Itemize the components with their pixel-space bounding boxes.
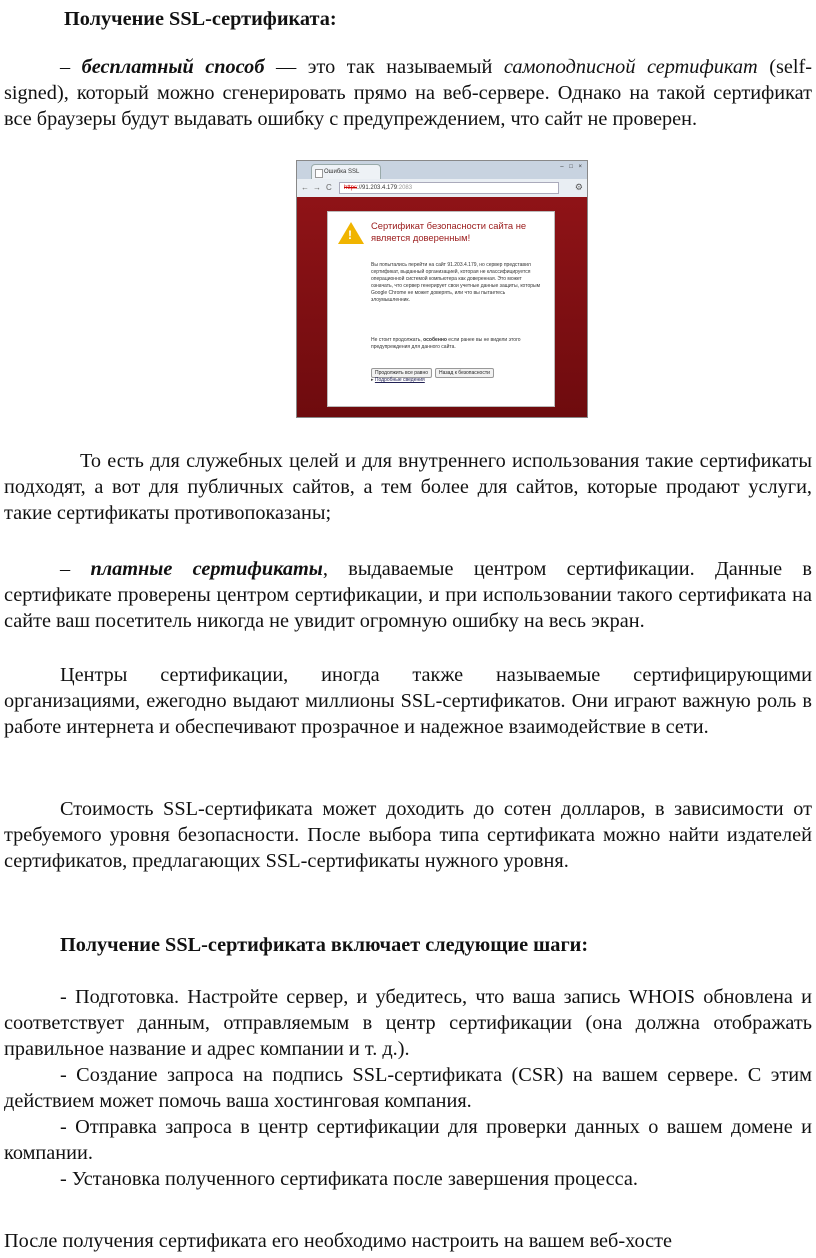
warning-body: Вы попытались перейти на сайт 91.203.4.179, но сервер представил сертификат, выданный организацией, которая не классифицируется операционной системой компьютера как доверенная. Это может означать, что сервер генерирует свои учетные данные защиты, которым Google Chrome не может доверять, или что вы пытаетесь злоумышленник.: [371, 262, 541, 303]
tab-title: Ошибка SSL: [324, 169, 360, 175]
paragraph-paid-certificate: [4, 556, 812, 634]
warning-advice: [371, 337, 541, 351]
list-item: - Установка полученного сертификата после завершения процесса.: [60, 1168, 639, 1190]
browser-toolbar: [297, 179, 587, 198]
list-item: - Подготовка. Настройте сервер, и убедитесь, что ваша запись WHOIS обновлена и соответствует данным, отправляемым в центр сертификации (она должна отображать правильное название и адрес компании и т. д.).: [4, 986, 812, 1060]
text: Не стоит продолжать,: [371, 337, 424, 343]
dash: –: [60, 558, 91, 580]
text: если ранее вы не видели этого предупреждения для данного сайта.: [371, 337, 521, 350]
term-free: бесплатный способ: [81, 56, 265, 78]
url-scheme: https: [344, 185, 358, 191]
list-item: - Отправка запроса в центр сертификации для проверки данных о вашем домене и компании.: [4, 1116, 812, 1164]
forward-icon: →: [313, 183, 321, 192]
window-controls: – □ ×: [560, 164, 584, 170]
details-link-text: Подробные сведения: [374, 377, 425, 383]
error-background: [297, 197, 587, 417]
page-icon: [315, 169, 323, 178]
proceed-button: Продолжить все равно: [371, 368, 432, 378]
dash: –: [60, 56, 82, 78]
url-host: ://91.203.4.179: [357, 185, 398, 191]
url-port: :2083: [397, 185, 413, 191]
paragraph-free-certificate: [4, 54, 812, 132]
steps-list: [4, 984, 812, 1192]
text-bold: особенно: [423, 337, 447, 343]
paragraph-centers: Центры сертификации, иногда также называемые сертифицирующими организациями, ежегодно выдают миллионы SSL-сертификатов. Они играют важную роль в работе интернета и обеспечивают прозрачное и надежное взаимодействие в сети.: [4, 664, 812, 738]
list-item: - Создание запроса на подпись SSL-сертификата (CSR) на вашем сервере. С этим действием может помочь ваша хостинговая компания.: [4, 1064, 812, 1112]
exclamation-glyph: !: [348, 228, 352, 242]
term-self-signed: самоподписной сертификат: [503, 56, 758, 78]
text: — это так называемый: [264, 56, 504, 78]
wrench-icon: ⚙: [574, 182, 583, 192]
steps-heading: Получение SSL-сертификата включает следующие шаги:: [60, 934, 589, 956]
ssl-warning-screenshot: [296, 160, 588, 418]
details-link: [371, 377, 425, 383]
paragraph-meaning: То есть для служебных целей и для внутреннего использования такие сертификаты подходят, а вот для публичных сайтов, а тем более для сайтов, которые продают услуги, такие сертификаты противопоказаны;: [4, 450, 812, 524]
text: (self-signed), который можно сгенерировать прямо на веб-сервере. Однако на такой сертификат все браузеры будут выдавать ошибку с предупреждением, что сайт не проверен.: [4, 56, 812, 130]
term-paid: платные сертификаты: [90, 558, 323, 580]
address-bar: [339, 182, 559, 194]
section-heading: Получение SSL-сертификата:: [64, 8, 337, 30]
warning-card: [327, 211, 555, 407]
back-to-safety-button: Назад к безопасности: [435, 368, 494, 378]
triangle-icon: ▸: [371, 377, 374, 383]
browser-tab: [311, 164, 381, 179]
text: , выдаваемые центром сертификации. Данные в сертификате проверены центром сертификации, и при использовании такого сертификата на сайте ваш посетитель никогда не увидит огромную ошибку на весь экран.: [4, 558, 812, 632]
paragraph-cost: Стоимость SSL-сертификата может доходить до сотен долларов, в зависимости от требуемого уровня безопасности. После выбора типа сертификата можно найти издателей сертификатов, предлагающих SSL-сертификаты нужного уровня.: [4, 798, 812, 872]
browser-tabbar: [297, 161, 587, 179]
paragraph-last: После получения сертификата его необходимо настроить на вашем веб-хосте: [4, 1230, 672, 1252]
warning-title: Сертификат безопасности сайта не является доверенным!: [371, 220, 527, 243]
reload-icon: C: [326, 183, 332, 192]
back-icon: ←: [301, 183, 309, 192]
